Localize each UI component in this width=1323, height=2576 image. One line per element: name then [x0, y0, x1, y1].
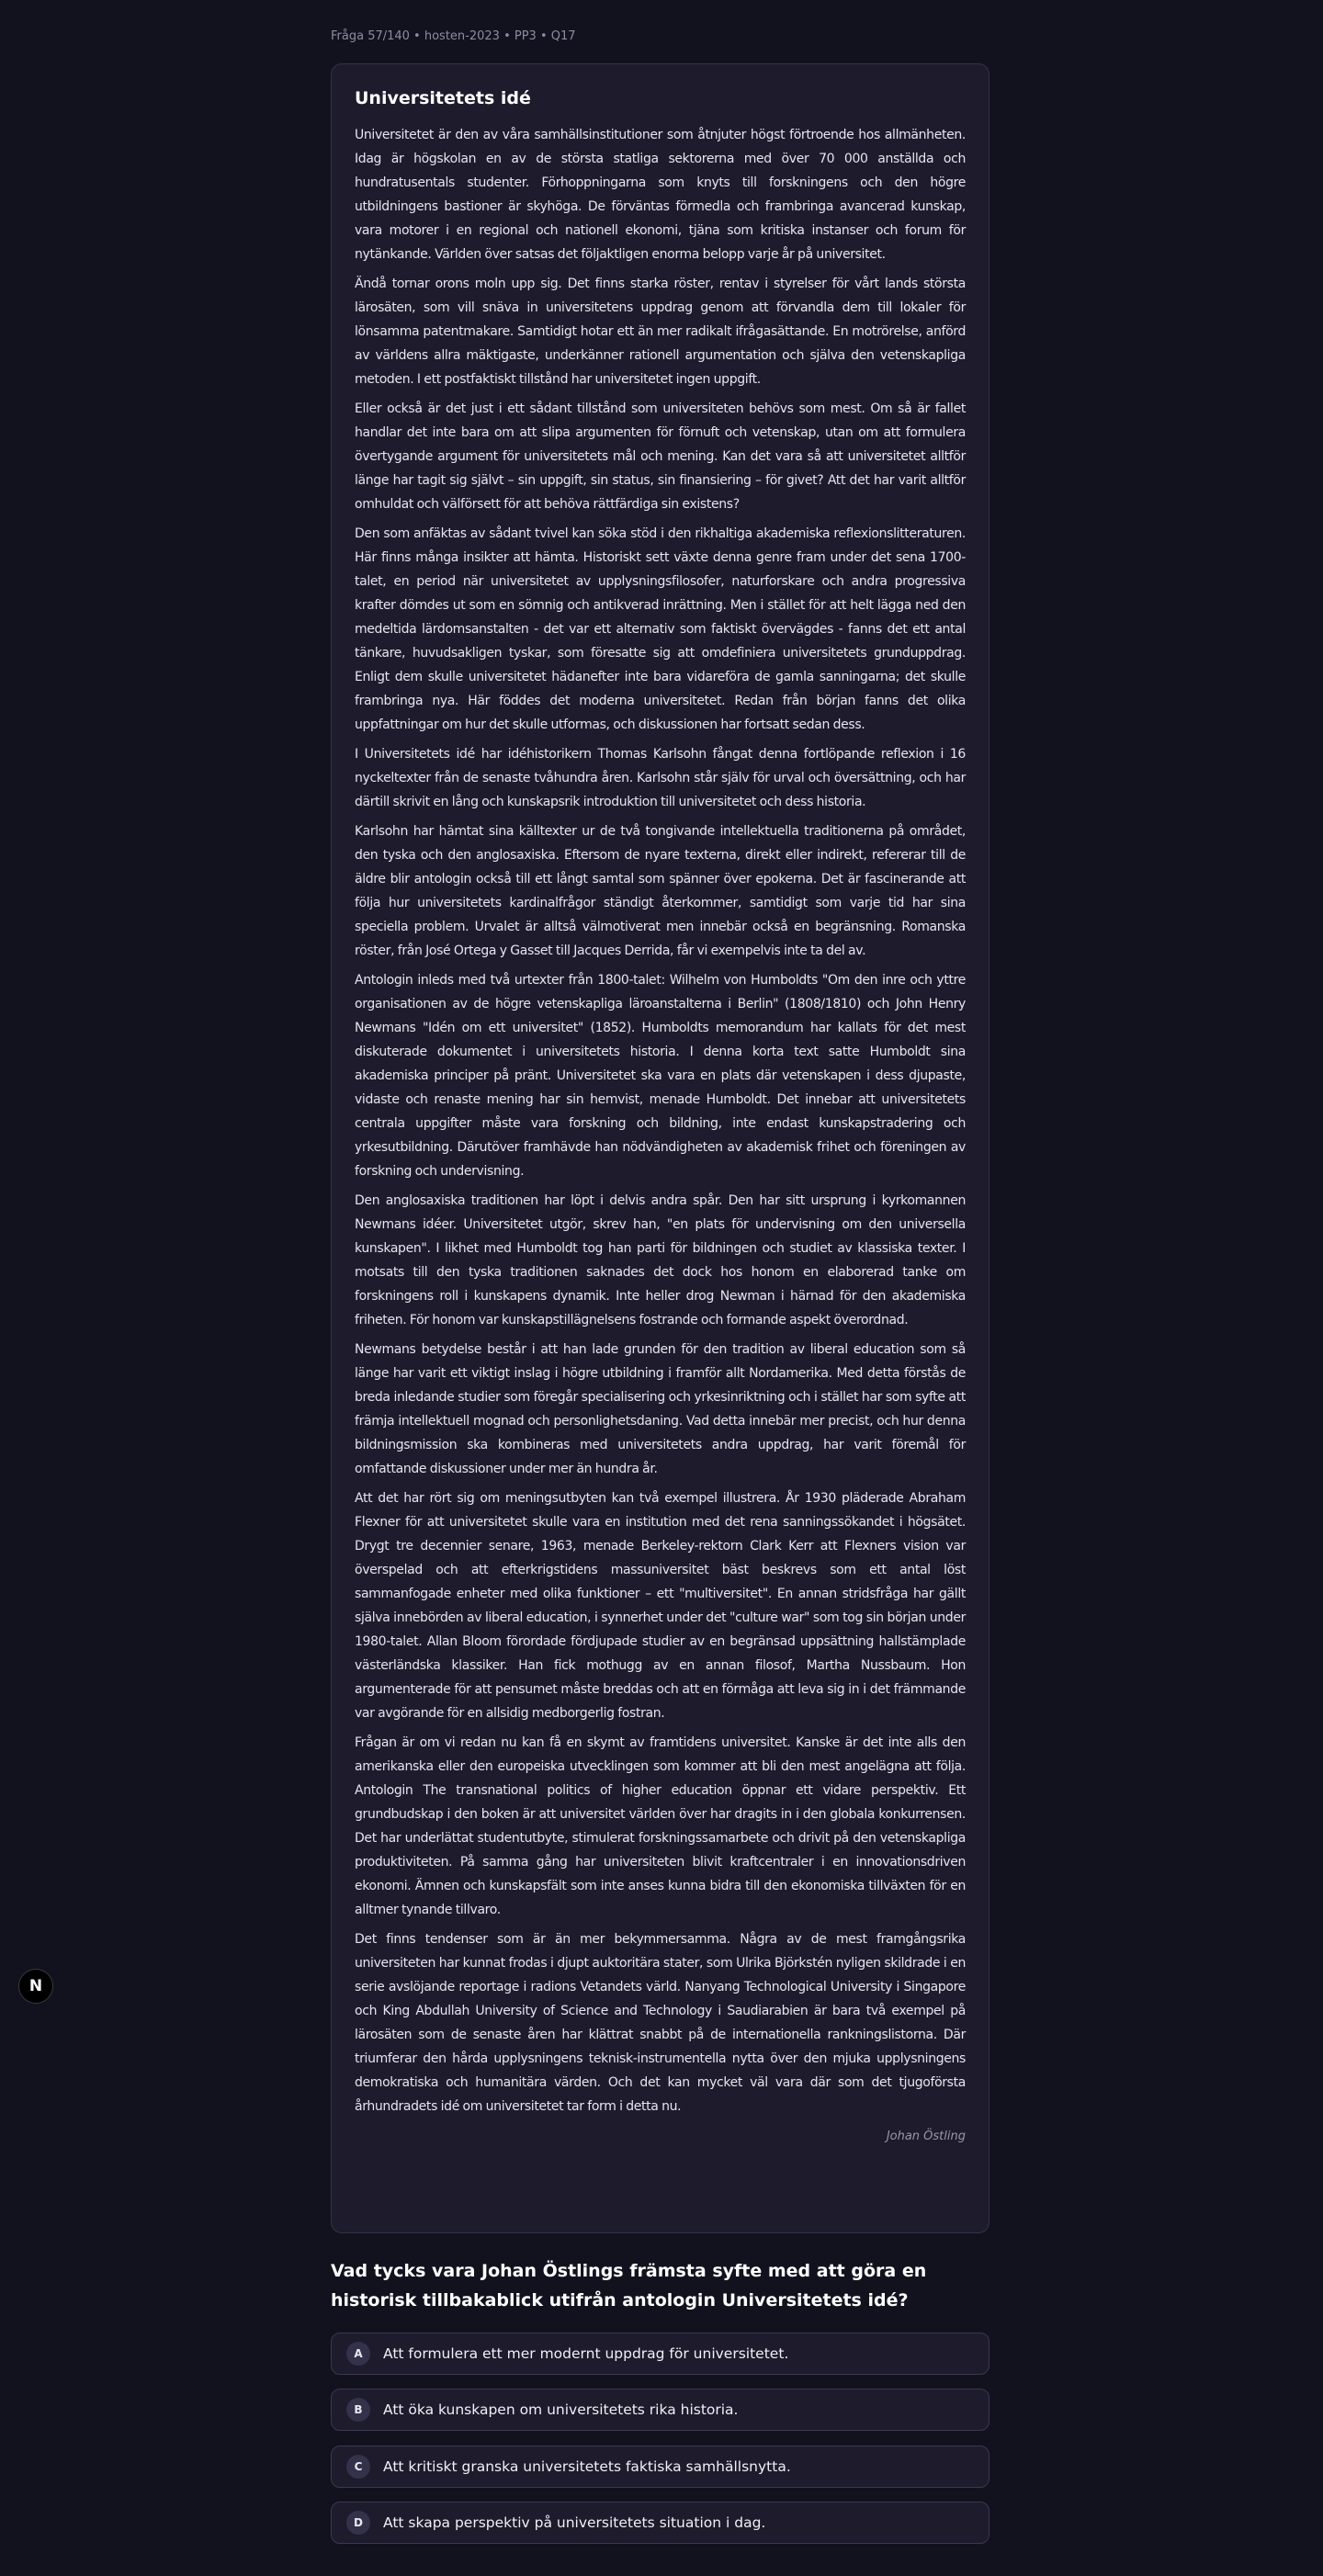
passage-paragraph: Att det har rört sig om meningsutbyten kan två exempel illustrera. År 1930 pläderade Abraham Flexner för att universitetet skulle vara en institution med det rena sanningssökandet i högsätet. Drygt tre decennier senare, 1963, menade Berkeley-rektorn Clark Kerr att Flexners vision var överspelad och att efterkrigstidens massuniversitet bäst beskrevs som ett antal löst sammanfogade enheter med olika funktioner – ett "multiversitet". En annan stridsfråga har gällt själva innebörden av liberal education, i synnerhet under det "culture war" som tog sin början under 1980-talet. Allan Bloom förordade fördjupade studier av en begränsad uppsättning hallstämplade västerländska klassiker. Han fick mothugg av en annan filosof, Martha Nussbaum. Hon argumenterade för att pensumet måste breddas och att en förmåga att leva sig in i det främmande var avgörande för en allsidig medborgerlig fostran. — [355, 1491, 966, 1721]
answer-option-c[interactable] — [331, 2446, 989, 2488]
option-letter-badge: D — [346, 2511, 370, 2535]
passage-card — [331, 63, 989, 2233]
passage-paragraph: Den som anfäktas av sådant tvivel kan söka stöd i den rikhaltiga akademiska reflexionslitteraturen. Här finns många insikter att hämta. Historiskt sett växte denna genre fram under det sena 1700-talet, en period när universitetet av upplysningsfilosofer, naturforskare och andra progressiva krafter dömdes ut som en sömnig och antikverad inrättning. Men i stället för att helt lägga ned den medeltida lärdomsanstalten - det var ett alternativ som faktiskt övervägdes - fanns det ett antal tänkare, huvudsakligen tyskar, som föresatte sig att omdefiniera universitetets grunduppdrag. Enligt dem skulle universitetet hädanefter inte bara vidareföra de gamla sanningarna; det skulle frambringa nya. Här föddes det moderna universitetet. Redan från början fanns det olika uppfattningar om hur det skulle utformas, och diskussionen har fortsatt sedan dess. — [355, 526, 966, 732]
passage-paragraph: Newmans betydelse består i att han lade grunden för den tradition av liberal education som så länge har varit ett viktigt inslag i högre utbildning i framför allt Nordamerika. Med detta förstås de breda inledande studier som föregår specialisering och yrkesinriktning och i stället har som syfte att främja intellektuell mognad och personlighetsdaning. Vad detta innebär mer precist, och hur denna bildningsmission ska kombineras med universitetets andra uppdrag, har varit föremål för omfattande diskussioner under mer än hundra år. — [355, 1342, 966, 1476]
passage-paragraph: Den anglosaxiska traditionen har löpt i delvis andra spår. Den har sitt ursprung i kyrkomannen Newmans idéer. Universitetet utgör, skrev han, "en plats för undervisning om den universella kunskapen". I likhet med Humboldt tog han parti för bildningen och studiet av klassiska texter. I motsats till den tyska traditionen saknades det dock hos honom en elaborerad tanke om forskningens roll i kunskapens dynamik. Inte heller drog Newman i härnad för den akademiska friheten. För honom var kunskapstillägnelsens fostrande och formande aspekt överordnad. — [355, 1193, 966, 1328]
question-text: Vad tycks vara Johan Östlings främsta syfte med att göra en historisk tillbakablick utifrån antologin Universitetets idé? — [331, 2261, 927, 2310]
floating-app-badge[interactable]: N — [18, 1969, 53, 2004]
passage-author: Johan Östling — [886, 2130, 966, 2143]
passage-paragraph: Antologin inleds med två urtexter från 1800-talet: Wilhelm von Humboldts "Om den inre och yttre organisationen av de högre vetenskapliga läroanstalterna i Berlin" (1808/1810) och John Henry Newmans "Idén om ett universitet" (1852). Humboldts memorandum har kallats för det mest diskuterade dokumentet i universitetets historia. I denna korta text satte Humboldt sina akademiska principer på pränt. Universitetet ska vara en plats där vetenskapen i dess djupaste, vidaste och renaste mening har sin hemvist, menade Humboldt. Det innebar att universitetets centrala uppgifter måste vara forskning och bildning, inte endast kunskapstradering och yrkesutbildning. Därutöver framhävde han nödvändigheten av akademisk frihet och föreningen av forskning och undervisning. — [355, 973, 966, 1179]
passage-title: Universitetets idé — [355, 88, 531, 108]
answer-option-b[interactable] — [331, 2389, 989, 2431]
question-meta: Fråga 57/140 • hosten-2023 • PP3 • Q17 — [331, 29, 576, 43]
passage-paragraph: Det finns tendenser som är än mer bekymmersamma. Några av de mest framgångsrika universiteten har kunnat frodas i djupt auktoritära stater, som Ulrika Björkstén nyligen skildrade i en serie avslöjande reportage i radions Vetandets värld. Nanyang Technological University i Singapore och King Abdullah University of Science and Technology i Saudiarabien är bara två exempel på lärosäten som de senaste åren har klättrat snabbt på de internationella rankningslistorna. Där triumferar den hårda upplysningens teknisk-instrumentella nytta över den mjuka upplysningens demokratiska och humanitära värden. Och det kan mycket väl vara där som det tjugoförsta århundradets idé om universitetet tar form i detta nu. — [355, 1932, 966, 2114]
passage-paragraph: I Universitetets idé har idéhistorikern Thomas Karlsohn fångat denna fortlöpande reflexion i 16 nyckeltexter från de senaste tvåhundra åren. Karlsohn står själv för urval och översättning, och har därtill skrivit en lång och kunskapsrik introduktion till universitetet och dess historia. — [355, 747, 966, 809]
passage-paragraph: Karlsohn har hämtat sina källtexter ur de två tongivande intellektuella traditionerna på området, den tyska och den anglosaxiska. Eftersom de nyare texterna, direkt eller indirekt, refererar till de äldre blir antologin också till ett långt samtal som spänner över epokerna. Det är fascinerande att följa hur universitetets kardinalfrågor ständigt återkommer, samtidigt som varje tid har sina speciella problem. Urvalet är alltså välmotiverat men innebär också en begränsning. Romanska röster, från José Ortega y Gasset till Jacques Derrida, får vi exempelvis inte ta del av. — [355, 824, 966, 958]
passage-body — [355, 123, 966, 2118]
passage-paragraph: Eller också är det just i ett sådant tillstånd som universiteten behövs som mest. Om så är fallet handlar det inte bara om att slipa argumenten för förnuft och vetenskap, utan om att formulera övertygande argument för universitetets mål och mening. Kan det vara så att universitetet alltför länge har tagit sig självt – sin uppgift, sin status, sin finansiering – för givet? Att det har varit alltför omhuldat och välförsett för att behöva rättfärdiga sin existens? — [355, 401, 966, 512]
option-text: Att öka kunskapen om universitetets rika historia. — [383, 2401, 739, 2418]
answer-option-a[interactable] — [331, 2333, 989, 2375]
option-text: Att skapa perspektiv på universitetets situation i dag. — [383, 2514, 766, 2531]
option-letter-badge: A — [346, 2342, 370, 2366]
passage-paragraph: Ändå tornar orons moln upp sig. Det finns starka röster, rentav i styrelser för vårt lands största lärosäten, som vill snäva in universitetens uppdrag genom att förvandla dem till lokaler för lönsamma patentmakare. Samtidigt hotar ett än mer radikalt ifrågasättande. En motrörelse, anförd av världens allra mäktigaste, underkänner rationell argumentation och själva den vetenskapliga metoden. I ett postfaktiskt tillstånd har universitetet ingen uppgift. — [355, 277, 966, 387]
passage-paragraph: Frågan är om vi redan nu kan få en skymt av framtidens universitet. Kanske är det inte alls den amerikanska eller den europeiska utvecklingen som kommer att bli den mest angelägna att följa. Antologin The transnational politics of higher education öppnar ett vidare perspektiv. Ett grundbudskap i den boken är att universitet världen över har dragits in i den globala konkurrensen. Det har underlättat studentutbyte, stimulerat forskningssamarbete och drivit på den vetenskapliga produktiviteten. På samma gång har universiteten blivit kraftcentraler i en innovationsdriven ekonomi. Ämnen och kunskapsfält som inte anses kunna bidra till den ekonomiska tillväxten för en alltmer tynande tillvaro. — [355, 1735, 966, 1917]
passage-paragraph: Universitetet är den av våra samhällsinstitutioner som åtnjuter högst förtroende hos allmänheten. Idag är högskolan en av de största statliga sektorerna med över 70 000 anställda och hundratusentals studenter. Förhoppningarna som knyts till forskningens och den högre utbildningens bastioner är skyhöga. De förväntas förmedla och frambringa avancerad kunskap, vara motorer i en regional och nationell ekonomi, tjäna som kritiska instanser och forum för nytänkande. Världen över satsas det följaktligen enorma belopp varje år på universitet. — [355, 128, 966, 262]
answer-option-d[interactable] — [331, 2502, 989, 2544]
option-letter-badge: C — [346, 2455, 370, 2479]
option-text: Att kritiskt granska universitetets faktiska samhällsnytta. — [383, 2458, 791, 2475]
option-text: Att formulera ett mer modernt uppdrag för universitetet. — [383, 2345, 789, 2362]
option-letter-badge: B — [346, 2398, 370, 2422]
